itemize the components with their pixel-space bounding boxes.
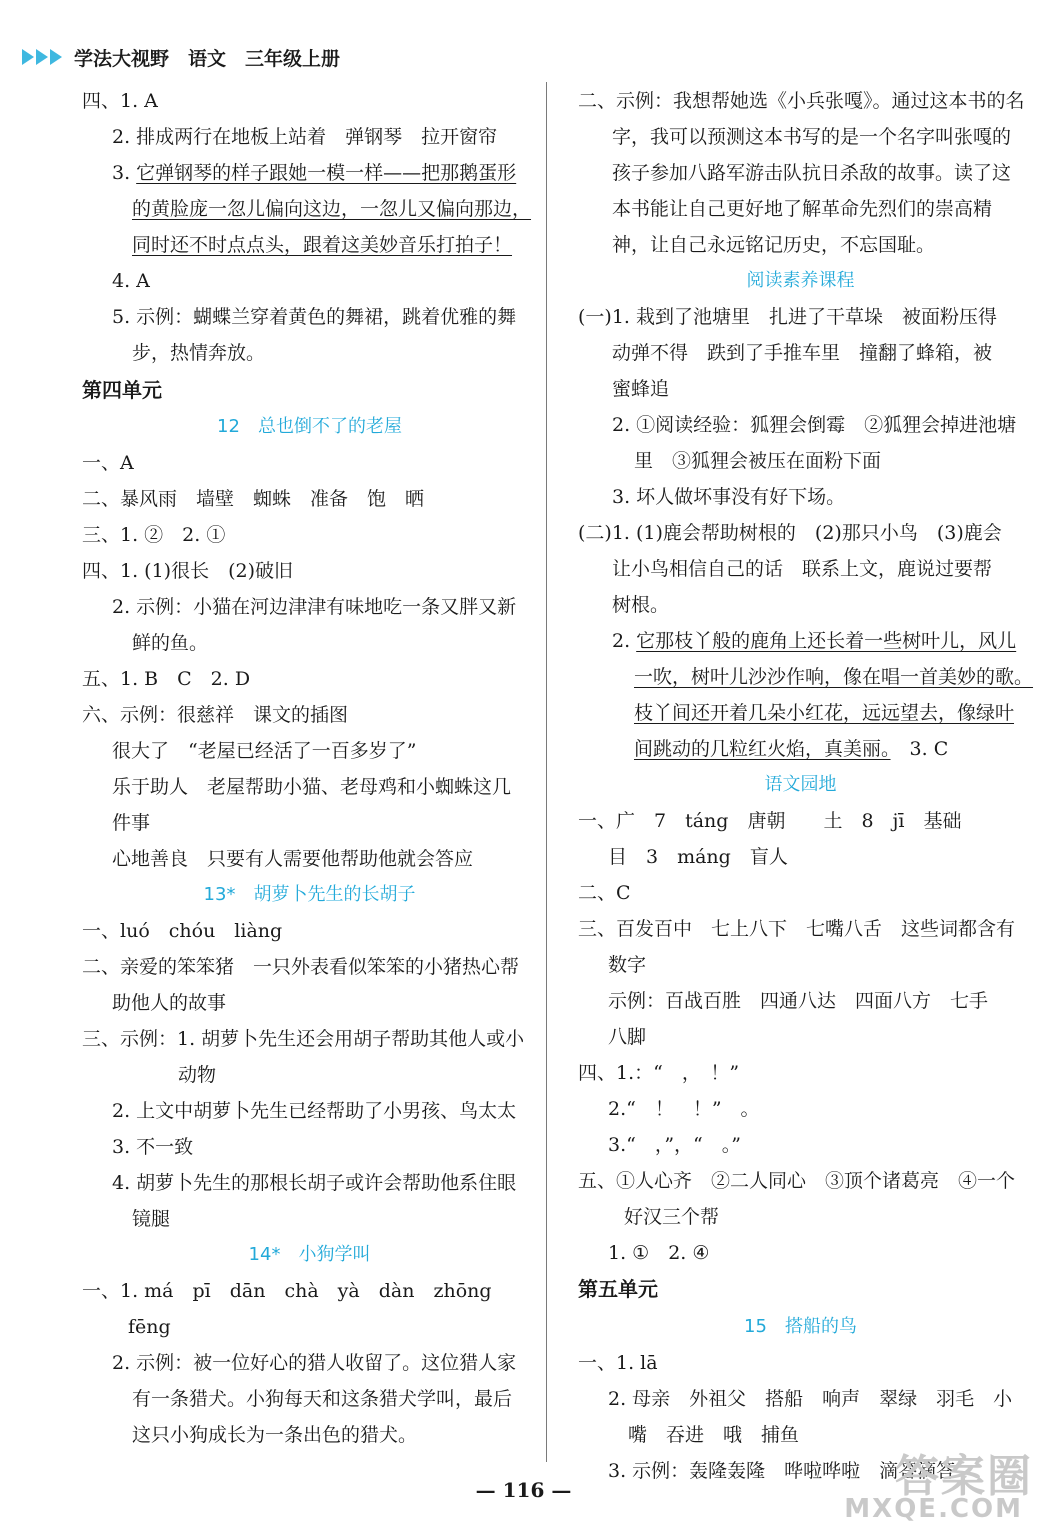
watermark-text: 答案圈: [895, 1451, 1033, 1502]
answer-line: 件事: [112, 812, 151, 834]
answer-line: 2. ①阅读经验：狐狸会倒霉 ②狐狸会掉进池塘: [612, 414, 1017, 436]
answer-line: 1. ① 2. ④: [608, 1242, 710, 1264]
underlined-sentence: 一吹，树叶儿沙沙作响，像在唱一首美妙的歌。: [634, 666, 1034, 688]
answer-line: 四、1.：“ ， ！”: [578, 1062, 740, 1084]
answer-line: 蜜蜂追: [612, 378, 670, 400]
underlined-sentence: 的黄脸庞一忽儿偏向这边，一忽儿又偏向那边，: [132, 198, 532, 220]
answer-line: 让小鸟相信自己的话 联系上文，鹿说过要帮: [612, 558, 993, 580]
answer-line: 八脚: [608, 1026, 647, 1048]
column-divider: [546, 82, 547, 1462]
page-number: — 116 —: [475, 1478, 572, 1502]
answer-line: 三、示例：1. 胡萝卜先生还会用胡子帮助其他人或小: [82, 1028, 525, 1050]
lesson-title: 13* 胡萝卜先生的长胡子: [203, 884, 416, 905]
answer-line: 2. 排成两行在地板上站着 弹钢琴 拉开窗帘: [112, 126, 498, 148]
answer-line: 二、C: [578, 882, 631, 904]
answer-line: 四、1. (1)很长 (2)破旧: [82, 560, 293, 582]
answer-line: 二、亲爱的笨笨猪 一只外表看似笨笨的小猪热心帮: [82, 956, 520, 978]
answer-line: 5. 示例：蝴蝶兰穿着黄色的舞裙，跳着优雅的舞: [112, 306, 517, 328]
watermark-url: MXQE.COM: [844, 1494, 1023, 1524]
answer-line: 动物: [178, 1064, 217, 1086]
answer-line: 步，热情奔放。: [132, 342, 266, 364]
answer-line: 3. 坏人做坏事没有好下场。: [612, 486, 846, 508]
answer-line: (二)1. (1)鹿会帮助树根的 (2)那只小鸟 (3)鹿会: [578, 522, 1002, 544]
answer-line: 五、1. B C 2. D: [82, 668, 251, 690]
answer-line: 三、百发百中 七上八下 七嘴八舌 这些词都含有: [578, 918, 1016, 940]
answer-line: 四、1. A: [82, 90, 158, 112]
answer-line: 一、1. má pī dān chà yà dàn zhōng: [82, 1280, 492, 1302]
answer-line: 一、A: [82, 452, 134, 474]
underlined-sentence: 间跳动的几粒红火焰，真美丽。: [634, 738, 891, 760]
unit-heading: 第四单元: [82, 378, 162, 402]
answer-line: 3.“ ，”，“ 。”: [608, 1134, 741, 1156]
answer-line: 3. 示例：轰隆轰隆 哗啦哗啦 滴答滴答: [608, 1460, 956, 1482]
answer-line: 很大了 “老屋已经活了一百多岁了”: [112, 740, 417, 762]
underlined-sentence: 同时还不时点点头，跟着这美妙音乐打拍子！: [132, 234, 513, 256]
unit-heading: 第五单元: [578, 1277, 658, 1301]
answer-line: 目 3 máng 盲人: [608, 846, 788, 868]
answer-line: 孩子参加八路军游击队抗日杀敌的故事。读了这: [612, 162, 1012, 184]
lesson-title: 15 搭船的鸟: [744, 1316, 857, 1337]
answer-line: 六、示例：很慈祥 课文的插图: [82, 704, 349, 726]
answer-line: 3. 它弹钢琴的样子跟她一模一样——把那鹅蛋形: [112, 162, 517, 184]
answer-line: 助他人的故事: [112, 992, 227, 1014]
answer-line: 五、①人心齐 ②二人同心 ③顶个诸葛亮 ④一个: [578, 1170, 1016, 1192]
page-header: [22, 44, 340, 70]
answer-line: 一、广 7 táng 唐朝 土 8 jī 基础: [578, 810, 962, 832]
answer-line: 4. 胡萝卜先生的那根长胡子或许会帮助他系住眼: [112, 1172, 517, 1194]
answer-line: 一、luó chóu liàng: [82, 920, 283, 942]
answer-choice: 3. C: [909, 738, 949, 760]
section-title: 语文园地: [764, 774, 837, 795]
answer-line: 树根。: [612, 594, 670, 616]
section-title: 阅读素养课程: [746, 270, 855, 291]
lesson-title: 12 总也倒不了的老屋: [217, 416, 402, 437]
answer-line: 二、暴风雨 墙壁 蜘蛛 准备 饱 晒: [82, 488, 425, 510]
underlined-sentence: 它弹钢琴的样子跟她一模一样——把那鹅蛋形: [136, 162, 517, 184]
answer-line: 2. 它那枝丫般的鹿角上还长着一些树叶儿，风儿: [612, 630, 1017, 652]
answer-line: 示例：百战百胜 四通八达 四面八方 七手: [608, 990, 989, 1012]
answer-line: 二、示例：我想帮她选《小兵张嘎》。通过这本书的名: [578, 90, 1025, 112]
answer-line: 4. A: [112, 270, 150, 292]
answer-line: 2. 母亲 外祖父 搭船 响声 翠绿 羽毛 小: [608, 1388, 1013, 1410]
lesson-title: 14* 小狗学叫: [248, 1244, 371, 1265]
answer-line: 三、1. ② 2. ①: [82, 524, 226, 546]
arrow-icon: [22, 49, 64, 65]
answer-line: 嘴 吞进 哦 捕鱼: [628, 1424, 800, 1446]
answer-line: 3. 不一致: [112, 1136, 194, 1158]
answer-line: 2. 上文中胡萝卜先生已经帮助了小男孩、鸟太太: [112, 1100, 517, 1122]
answer-line: 这只小狗成长为一条出色的猎犬。: [132, 1424, 418, 1446]
answer-line: 镜腿: [132, 1208, 171, 1230]
answer-line: 2. 示例：被一位好心的猎人收留了。这位猎人家: [112, 1352, 517, 1374]
answer-line: 一、1. lā: [578, 1352, 658, 1374]
answer-line: [634, 734, 948, 764]
answer-line: 字，我可以预测这本书写的是一个名字叫张嘎的: [612, 126, 1012, 148]
answer-line: 神，让自己永远铭记历史，不忘国耻。: [612, 234, 936, 256]
header-title: 学法大视野 语文 三年级上册: [74, 47, 341, 70]
answer-line: 鲜的鱼。: [132, 632, 209, 654]
answer-line: 乐于助人 老屋帮助小猫、老母鸡和小蜘蛛这几: [112, 776, 512, 798]
answer-line: 数字: [608, 954, 647, 976]
answer-line: 动弹不得 跌到了手推车里 撞翻了蜂箱，被: [612, 342, 993, 364]
answer-line: fēng: [128, 1316, 171, 1338]
underlined-sentence: 它那枝丫般的鹿角上还长着一些树叶儿，风儿: [636, 630, 1017, 652]
watermark-logo: [823, 1440, 1033, 1530]
answer-line: (一)1. 栽到了池塘里 扎进了干草垛 被面粉压得: [578, 306, 997, 328]
answer-line: 里 ③狐狸会被压在面粉下面: [634, 450, 882, 472]
underlined-sentence: 枝丫间还开着几朵小红花，远远望去，像绿叶: [634, 702, 1015, 724]
answer-line: 心地善良 只要有人需要他帮助他就会答应: [112, 848, 474, 870]
answer-line: 本书能让自己更好地了解革命先烈们的崇高精: [612, 198, 993, 220]
answer-line: 2. 示例：小猫在河边津津有味地吃一条又胖又新: [112, 596, 517, 618]
answer-line: 2.“ ！ ！” 。: [608, 1098, 760, 1120]
answer-line: 好汉三个帮: [624, 1206, 720, 1228]
answer-line: 有一条猎犬。小狗每天和这条猎犬学叫，最后: [132, 1388, 513, 1410]
